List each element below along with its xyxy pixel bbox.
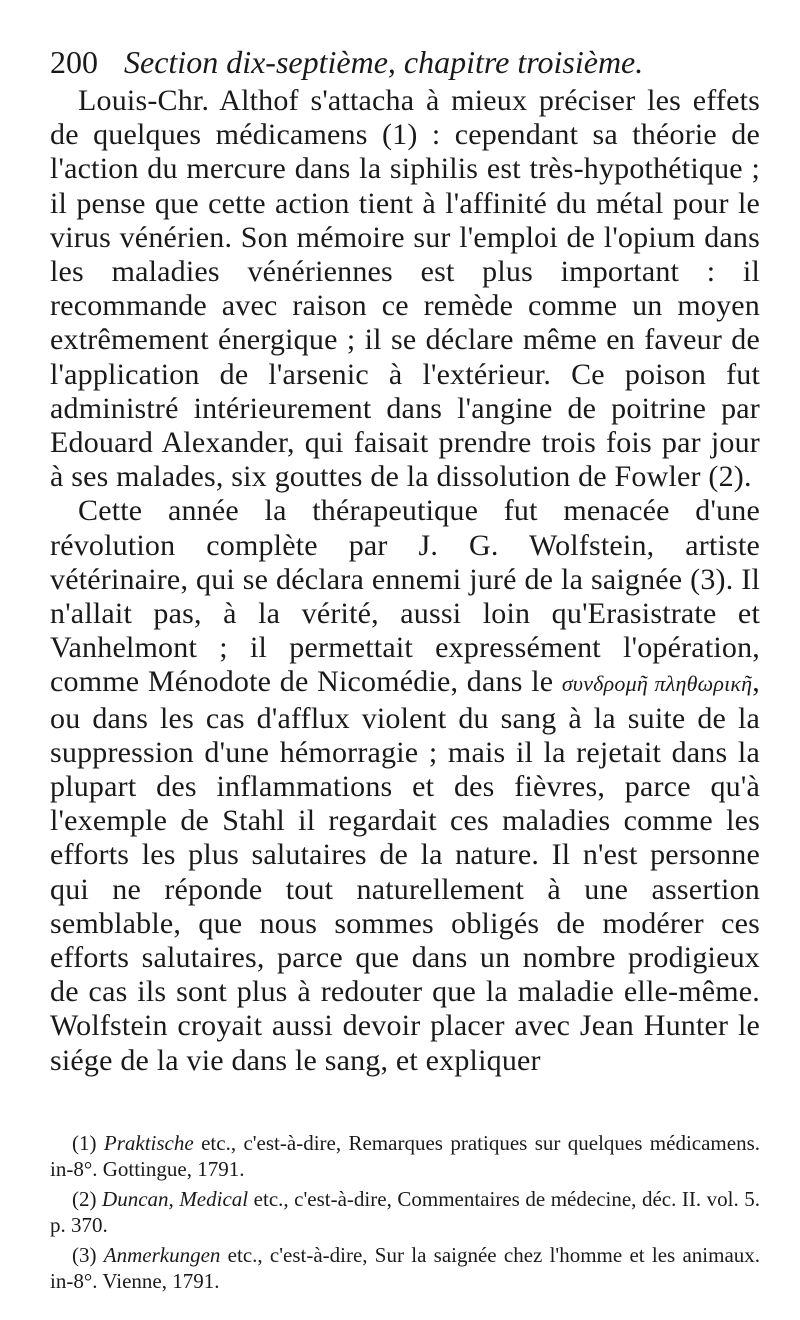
footnote-text: etc., c'est-à-dire, Commentaires de médecine, déc. II. vol. 5. p. 370. [50,1187,761,1237]
footnote-1 [50,1130,760,1182]
footnote-title: Duncan, Medical [102,1187,249,1211]
footnote-title: Anmerkungen [103,1243,221,1267]
footnote-marker: (3) [72,1243,97,1267]
page-number: 200 [50,44,98,80]
footnote-text: etc., c'est-à-dire, Sur la saignée chez l'homme et les animaux. in-8°. Vienne, 1791. [50,1243,761,1293]
body-text [50,84,760,1078]
footnote-marker: (1) [72,1131,97,1155]
footnotes [50,1130,760,1298]
footnote-2 [50,1186,760,1238]
paragraph-2-part-a: Cette année la thérapeutique fut menacée d'une révolution complète par J. G. Wolfstein, artiste vétérinaire, qui se déclara ennemi juré de la saignée (3). Il n'allait pas, à la vérité, aussi loin qu'Erasistrate et Vanhelmont ; il permettait expressément l'opération, comme Ménodote de Nicomédie, dans le [50,494,760,699]
footnote-title: Praktische [103,1131,194,1155]
running-title: Section dix-septième, chapitre troisième. [124,44,644,80]
paragraph-1: Louis-Chr. Althof s'attacha à mieux préciser les effets de quelques médicamens (1) : cependant sa théorie de l'action du mercure dans la siphilis est très-hypothétique ; il pense que cette action tient à l'affinité du métal pour le virus vénérien. Son mémoire sur l'emploi de l'opium dans les maladies vénériennes est plus important : il recommande avec raison ce remède comme un moyen extrêmement énergique ; il se déclare même en faveur de l'application de l'arsenic à l'extérieur. Ce poison fut administré intérieurement dans l'angine de poitrine par Edouard Alexander, qui faisait prendre trois fois par jour à ses malades, six gouttes de la dissolution de Fowler (2). [50,84,760,494]
paragraph-2 [50,494,760,1077]
page-header [50,42,760,82]
footnote-text: etc., c'est-à-dire, Remarques pratiques sur quelques médicamens. in-8°. Gottingue, 1791. [50,1131,760,1181]
footnote-marker: (2) [72,1187,97,1211]
paragraph-2-part-b: , ou dans les cas d'afflux violent du sang à la suite de la suppression d'une hémorragie ; mais il la rejetait dans la plupart des inflammations et des fièvres, parce qu'à l'exemple de Stahl il regardait ces maladies comme les efforts les plus salutaires de la nature. Il n'est personne qui ne réponde tout naturellement à une assertion semblable, que nous sommes obligés de modérer ces efforts salutaires, parce que dans un nombre prodigieux de cas ils sont plus à redouter que la maladie elle-même. Wolfstein croyait aussi devoir placer avec Jean Hunter le siége de la vie dans le sang, et expliquer [50,665,760,1077]
footnote-3 [50,1242,760,1294]
greek-phrase: συνδρομῆ πληθωρικῆ [561,671,753,697]
